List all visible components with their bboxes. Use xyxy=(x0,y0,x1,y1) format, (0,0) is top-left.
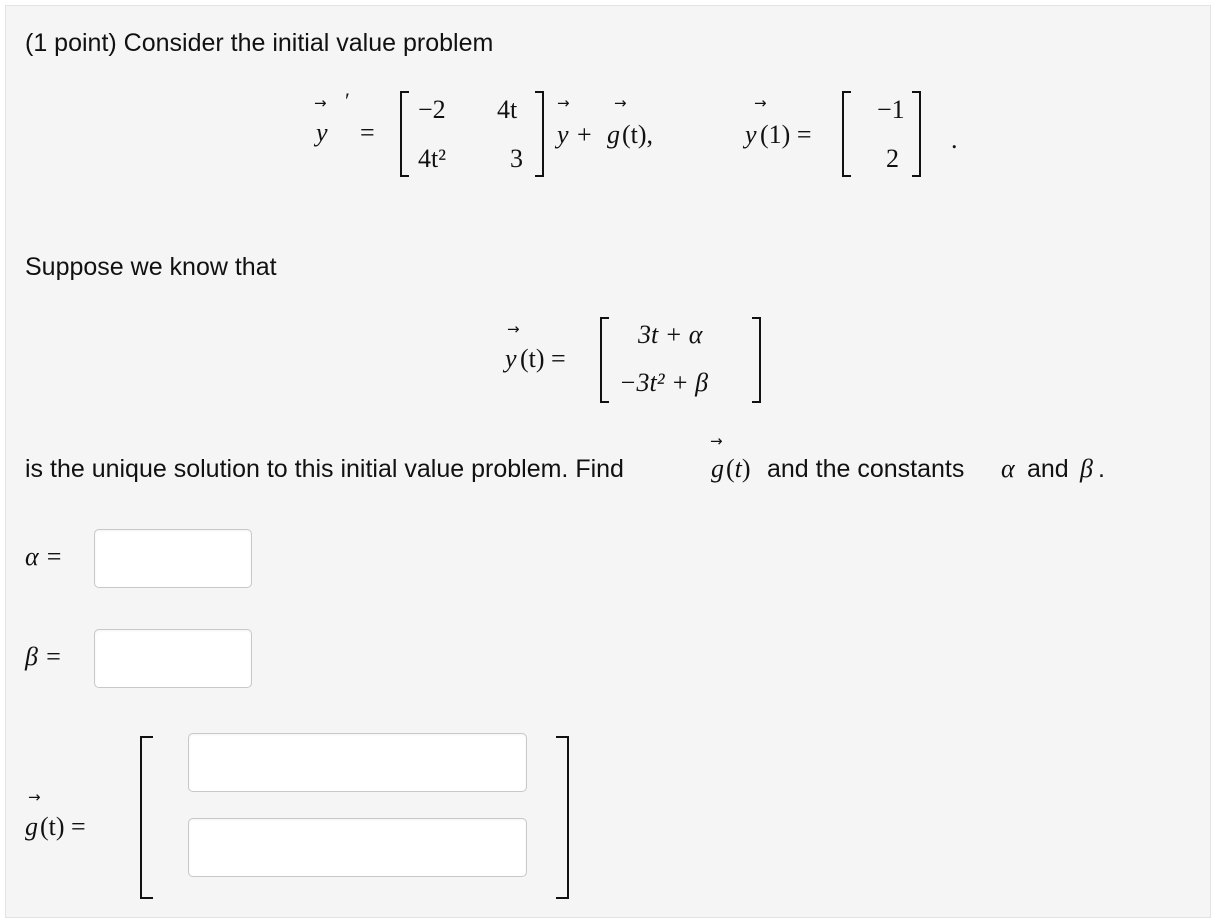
ode-lhs-var: y xyxy=(316,118,328,147)
ode-plus: + xyxy=(577,120,592,149)
conclusion-text-and: and xyxy=(1027,455,1069,483)
g2-input[interactable] xyxy=(188,818,527,877)
g1-input[interactable] xyxy=(188,733,527,792)
conclusion-alpha: α xyxy=(1001,454,1015,483)
vector-arrow-icon: → xyxy=(614,94,627,112)
solution-entry-1: 3t + α xyxy=(638,320,703,349)
conclusion-text-before: is the unique solution to this initial value problem. Find xyxy=(25,455,624,483)
solution-var: y xyxy=(505,344,517,373)
vector-arrow-icon: → xyxy=(314,94,327,112)
vector-arrow-icon: → xyxy=(710,432,723,450)
conclusion-beta: β xyxy=(1080,454,1093,483)
problem-intro: (1 point) Consider the initial value problem xyxy=(25,29,494,57)
initial-left-bracket xyxy=(842,91,851,177)
alpha-label: α = xyxy=(25,542,63,571)
beta-input[interactable] xyxy=(94,629,252,688)
vector-arrow-icon: → xyxy=(754,94,767,112)
beta-label: β = xyxy=(25,642,62,671)
ode-end-period: . xyxy=(951,125,958,154)
ode-g-term: g xyxy=(607,120,620,149)
conclusion-text-middle: and the constants xyxy=(767,455,965,483)
initial-var: y xyxy=(745,120,757,149)
vector-arrow-icon: → xyxy=(557,94,570,112)
initial-entry-1: −1 xyxy=(877,95,905,124)
conclusion-g-term: g xyxy=(711,454,724,483)
matrix-entry-22: 3 xyxy=(510,144,523,173)
ode-rhs-var: y xyxy=(557,120,569,149)
matrix-entry-11: −2 xyxy=(418,95,446,124)
solution-arg: (t) = xyxy=(520,344,566,373)
vector-arrow-icon: → xyxy=(507,320,520,338)
matrix-entry-12: 4t xyxy=(497,95,518,124)
g-label-arg: (t) = xyxy=(40,812,86,841)
initial-entry-2: 2 xyxy=(886,144,899,173)
matrix-right-bracket xyxy=(535,91,544,177)
matrix-entry-21: 4t² xyxy=(418,144,447,173)
prime-mark: ′ xyxy=(345,88,350,113)
solution-right-bracket xyxy=(752,317,761,403)
initial-arg: (1) = xyxy=(760,120,812,149)
g-left-bracket xyxy=(140,736,153,899)
suppose-text: Suppose we know that xyxy=(25,253,277,281)
g-label-var: g xyxy=(25,812,38,841)
solution-left-bracket xyxy=(600,317,609,403)
matrix-left-bracket xyxy=(400,91,409,177)
g-right-bracket xyxy=(556,736,569,899)
vector-arrow-icon: → xyxy=(28,788,41,806)
conclusion-g-arg: (t) xyxy=(726,454,751,483)
ode-g-arg: (t), xyxy=(622,120,654,149)
ode-equals: = xyxy=(360,118,375,147)
solution-entry-2: −3t² + β xyxy=(619,368,709,397)
alpha-input[interactable] xyxy=(94,529,252,588)
conclusion-text-end: . xyxy=(1098,455,1105,483)
initial-right-bracket xyxy=(912,91,921,177)
